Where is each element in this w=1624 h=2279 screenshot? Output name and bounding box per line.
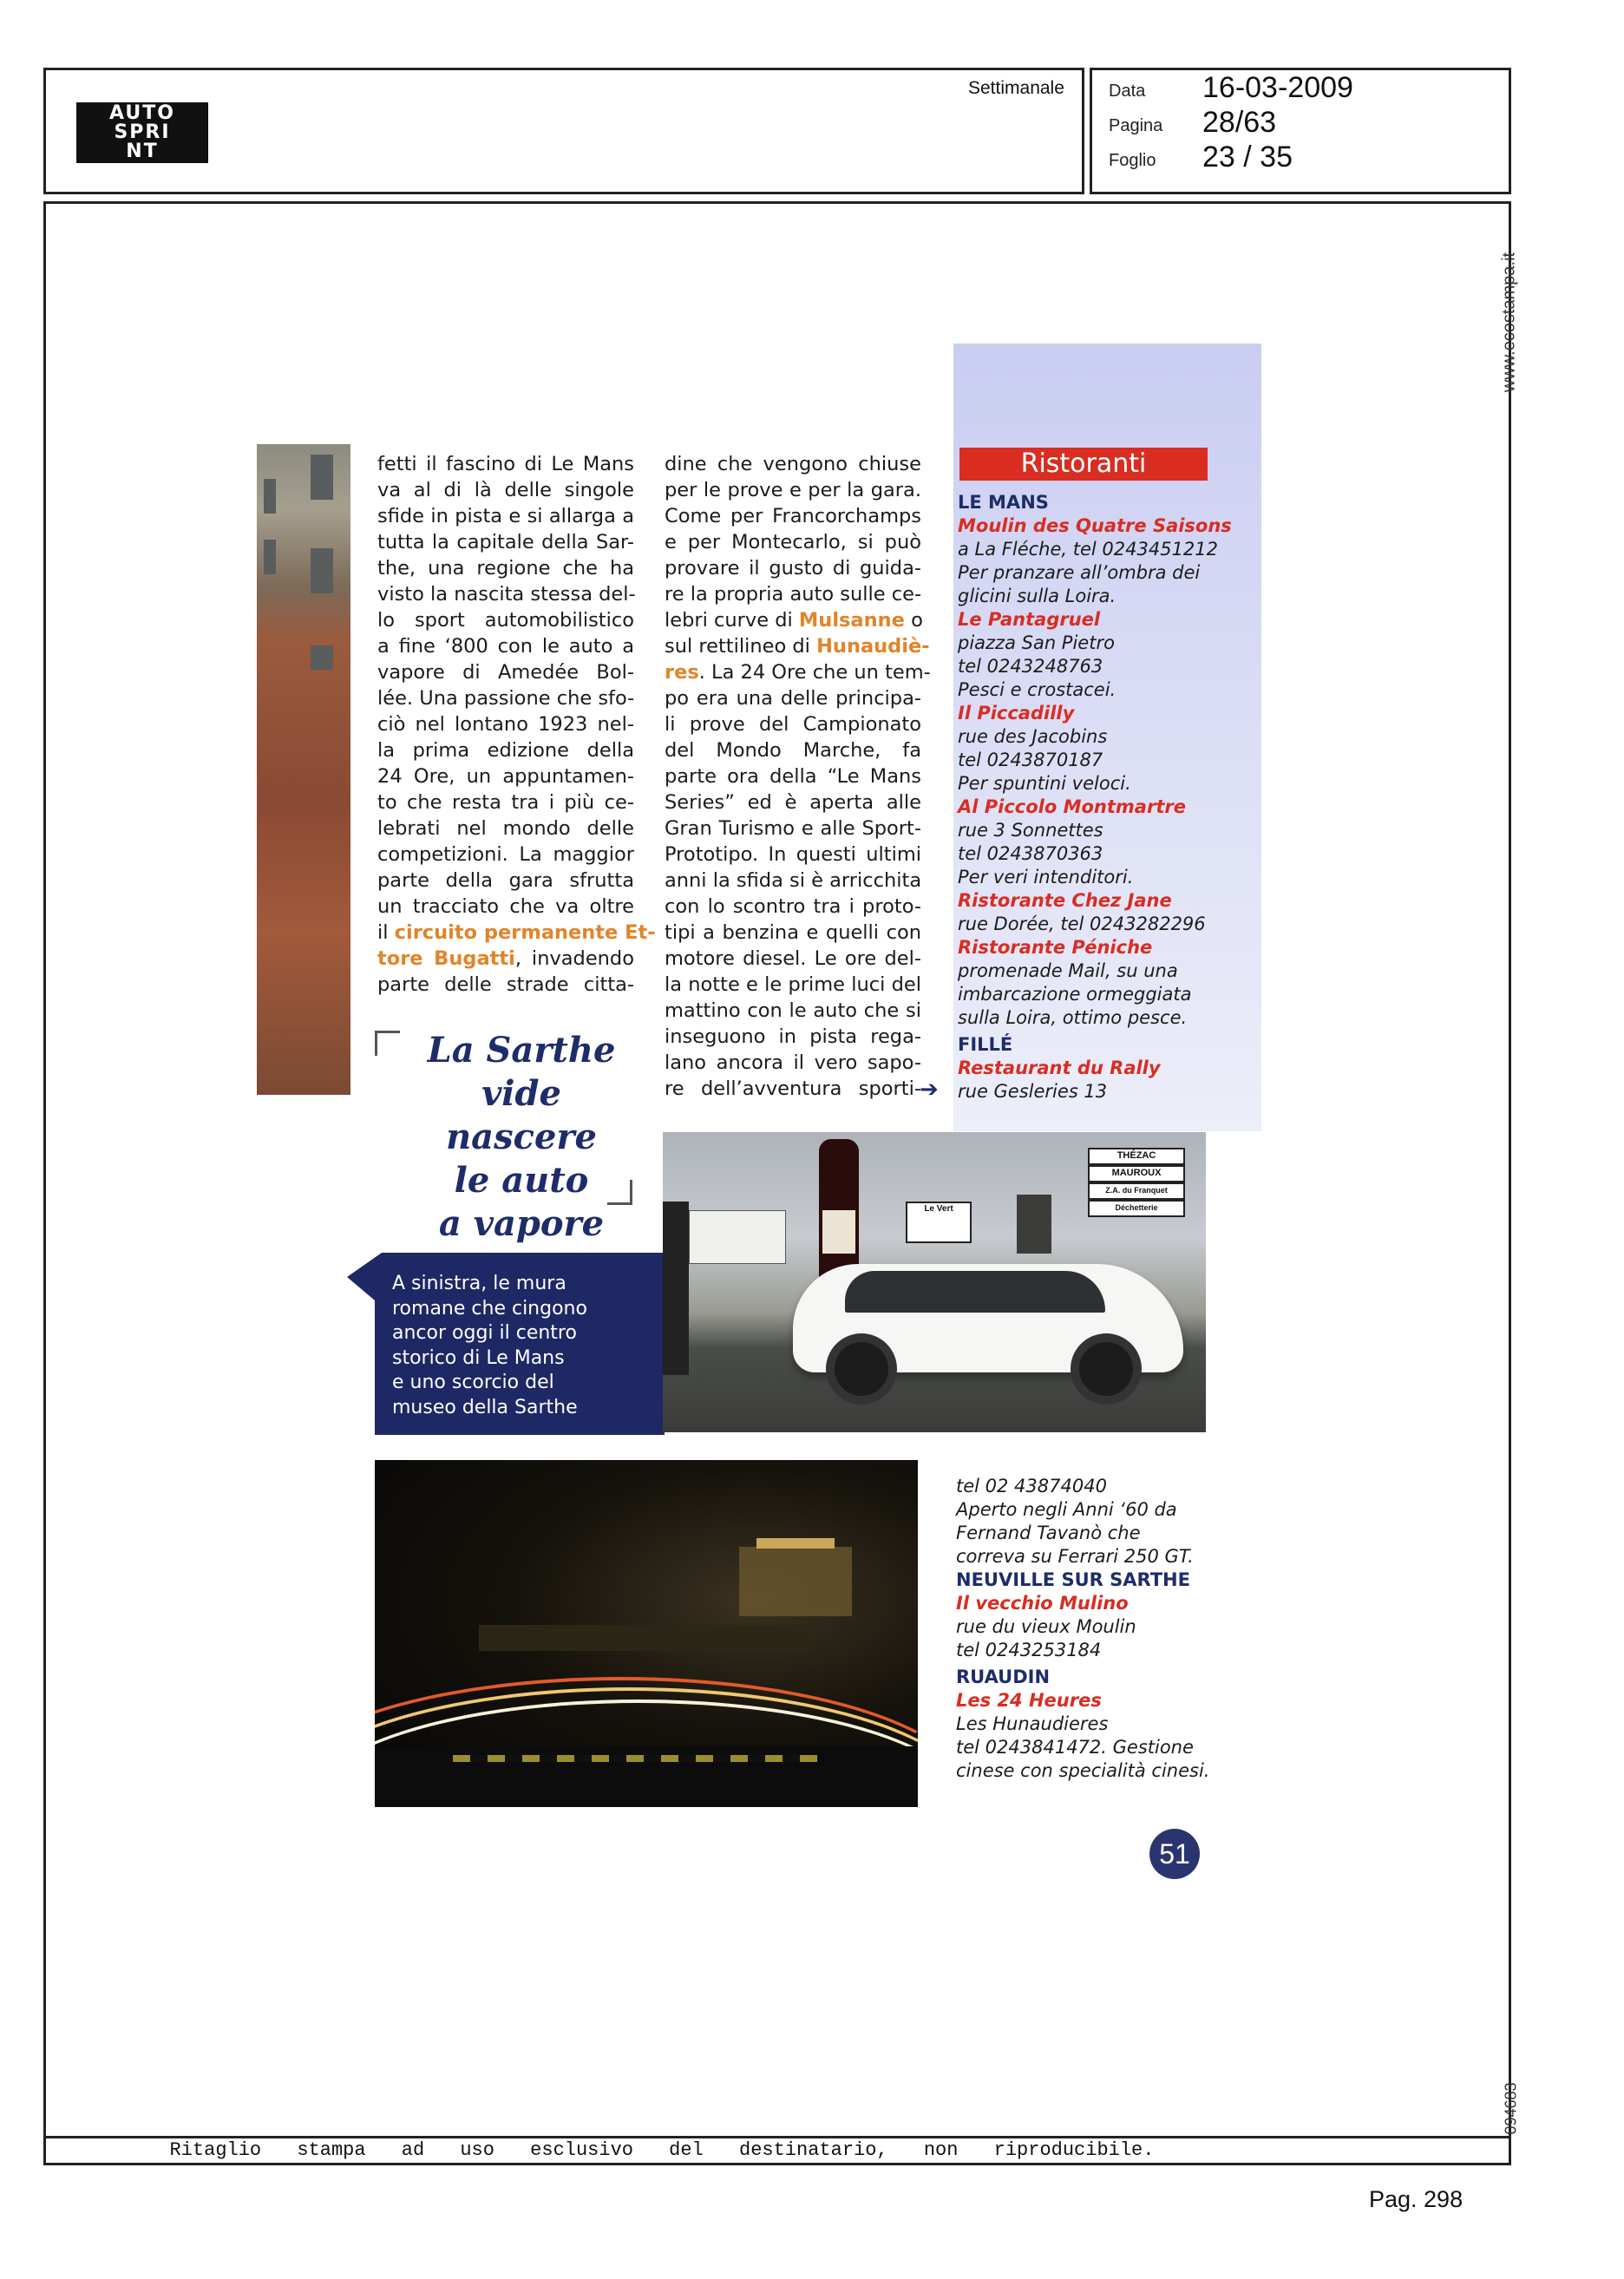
magazine-page-number: 51	[1149, 1829, 1200, 1879]
meta-label-data: Data	[1109, 82, 1146, 101]
photo-night-circuit	[375, 1460, 918, 1807]
frequency-label: Settimanale	[968, 78, 1064, 98]
ristoranti-list-continued: tel 02 43874040 Aperto negli Anni ‘60 da Fernand Tavanò che correva su Ferrari 250 GT. NEUVILLE SUR SARTHE Il vecchio Mulino rue du vieux Moulin tel 0243253184 RUAUDIN Les 24 Heures Les Hunaudieres tel 0243841472. Gestione cinese con specialità cinesi.	[956, 1476, 1210, 1781]
restaurant-name: Le Pantagruel	[958, 609, 1101, 630]
photo-roman-walls	[257, 444, 350, 1095]
city-fille: FILLÉ	[958, 1034, 1013, 1055]
archive-page-number: Pag. 298	[1369, 2186, 1464, 2212]
restaurant-name: Ristorante Chez Jane	[958, 890, 1172, 911]
highlight-mulsanne: Mulsanne	[798, 609, 905, 632]
photo-car-road-signs	[663, 1132, 1206, 1432]
quote-open-mark-icon	[375, 1031, 400, 1056]
photo-caption: A sinistra, le mura romane che cingono ancor oggi il centro storico di Le Mans e uno scorcio del museo della Sarthe	[392, 1273, 587, 1418]
sign-thezac: THÉZAC	[1088, 1148, 1185, 1165]
sign-dechetterie: Déchetterie	[1088, 1200, 1185, 1217]
ristoranti-title: Ristoranti	[959, 448, 1208, 481]
sign-mauroux: MAUROUX	[1088, 1165, 1185, 1182]
restaurant-name: Il Piccadilly	[958, 703, 1075, 724]
city-neuville: NEUVILLE SUR SARTHE	[956, 1569, 1190, 1590]
highlight-hunaudieres: Hunaudiè-	[816, 635, 930, 658]
highlight-circuito: circuito permanente Et-	[394, 921, 656, 944]
publication-logo: AUTO SPRI NT	[76, 102, 208, 163]
footer-divider	[46, 2136, 1509, 2138]
highlight-bugatti: tore Bugatti	[377, 947, 515, 970]
side-url: www.ecostampa.it	[1499, 252, 1519, 393]
footer-notice: Ritaglio stampa ad uso esclusivo del destinatario, non riproducibile.	[169, 2139, 1155, 2161]
city-ruaudin: RUAUDIN	[956, 1667, 1051, 1687]
quote-close-mark-icon	[607, 1180, 632, 1205]
side-code: 094683	[1502, 2082, 1520, 2135]
article-column-1: fetti il fascino di Le Mans va al di là delle singole sfide in pista e si allarga a tutta la capitale della Sar- the, una regione che ha visto la nascita stessa del- lo sport automobilistico a fine ‘800 con le auto a vapore di Amedée Bol- lée. Una passione che sfo- ciò nel lontano 1923 nel- la prima edizione della 24 Ore, un appuntamen- to che resta tra i più ce- lebrati nel mondo delle competizioni. La maggior parte della gara sfrutta un tracciato che va oltre il circuito permanente Et- tore Bugatti, invadendo parte delle strade citta-	[377, 453, 656, 996]
restaurant-name: Al Piccolo Montmartre	[958, 796, 1186, 817]
meta-label-pagina: Pagina	[1109, 116, 1163, 135]
restaurant-name: Il vecchio Mulino	[956, 1593, 1129, 1614]
sign-le-vert: Le Vert	[906, 1202, 972, 1243]
ristoranti-list: LE MANS Moulin des Quatre Saisons a La Fléche, tel 0243451212 Per pranzare all’ombra dei glicini sulla Loira. Le Pantagruel piazza San Pietro tel 0243248763 Pesci e crostacei. Il Piccadilly rue des Jacobins tel 0243870187 Per spuntini veloci. Al Piccolo Montmartre rue 3 Sonnettes tel 0243870363 Per veri intenditori. Ristorante Chez Jane rue Dorée, tel 0243282296 Ristorante Péniche promenade Mail, su una imbarcazione ormeggiata sulla Loira, ottimo pesce. FILLÉ Restaurant du Rally rue Gesleries 13	[958, 492, 1232, 1102]
restaurant-name: Moulin des Quatre Saisons	[958, 515, 1232, 536]
article-column-2: dine che vengono chiuse per le prove e per la gara. Come per Francorchamps e per Montecarlo, si può provare il gusto di guida- re la propria auto sulle ce- lebri curve di Mulsanne o sul rettilineo di Hunaudiè- res. La 24 Ore che un tem- po era una delle principa- li prove del Campionato del Mondo Marche, fa parte ora della “Le Mans Series” ed è aperta alle Gran Turismo e alle Sport- Prototipo. In questi ultimi anni la sfida si è arricchita con lo scontro tra i proto- tipi a benzina e quelli con motore diesel. Le ore del- la notte e le prime luci del mattino con le auto che si inseguono in pista rega- lano ancora il vero sapo- re dell’avventura sporti-	[665, 453, 931, 1100]
meta-value-pagina: 28/63	[1202, 106, 1277, 139]
restaurant-name: Ristorante Péniche	[958, 937, 1153, 958]
restaurant-name: Les 24 Heures	[956, 1690, 1102, 1711]
meta-value-foglio: 23 / 35	[1202, 141, 1293, 174]
continue-arrow-icon: ➔	[920, 1077, 939, 1103]
pull-quote: La Sarthe vide nascere le auto a vapore	[427, 1030, 616, 1244]
meta-label-foglio: Foglio	[1109, 151, 1156, 170]
sign-za-franquet: Z.A. du Franquet	[1088, 1182, 1185, 1200]
restaurant-name: Restaurant du Rally	[958, 1058, 1161, 1078]
city-le-mans: LE MANS	[958, 492, 1049, 513]
meta-value-data: 16-03-2009	[1202, 71, 1353, 104]
